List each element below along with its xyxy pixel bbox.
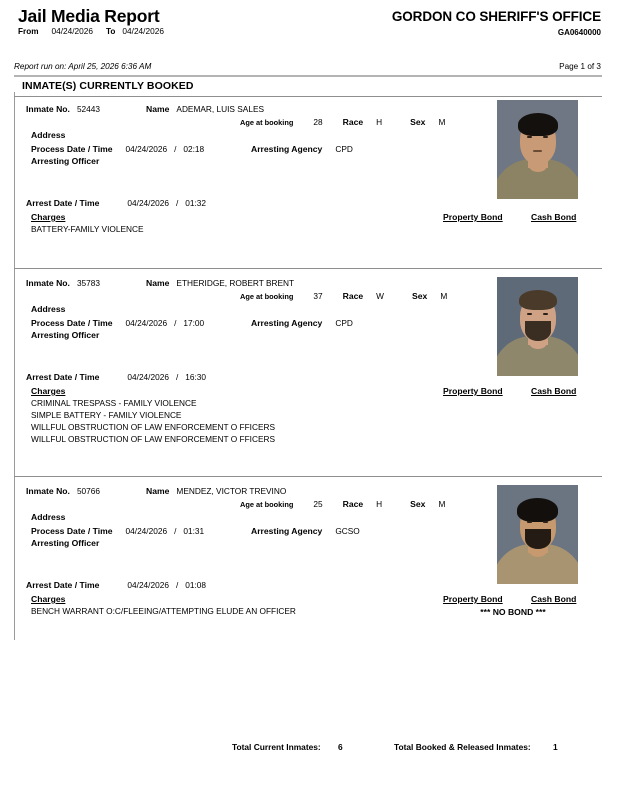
arresting-agency-field <box>251 526 360 536</box>
process-date-time-field <box>31 318 204 328</box>
date-time-separator: / <box>174 526 177 536</box>
inmate-name-label: Name <box>146 104 170 114</box>
inmate-no-field <box>26 486 100 496</box>
inmate-no-value: 52443 <box>76 104 101 114</box>
arrest-date-time-separator: / <box>175 372 179 382</box>
age-at-booking-value: 28 <box>313 117 323 127</box>
total-booked-released-label: Total Booked & Released Inmates: <box>394 742 531 752</box>
demographics-row <box>240 117 445 127</box>
section-heading: INMATE(S) CURRENTLY BOOKED <box>22 80 194 92</box>
arrest-time-value: 01:32 <box>185 198 207 208</box>
process-date-value: 04/24/2026 <box>125 526 168 536</box>
inmate-mugshot <box>497 100 578 199</box>
arrest-date-time-separator: / <box>175 580 179 590</box>
property-bond-label: Property Bond <box>443 212 503 222</box>
inmate-no-label: Inmate No. <box>26 278 70 288</box>
arrest-time-value: 01:08 <box>185 580 207 590</box>
inmate-no-label: Inmate No. <box>26 486 70 496</box>
inmate-name-field <box>146 486 286 496</box>
address-field <box>31 130 78 140</box>
cash-bond-column <box>531 594 576 604</box>
charges-label: Charges <box>31 212 66 222</box>
arresting-officer-field <box>31 330 112 340</box>
arresting-agency-label: Arresting Agency <box>251 318 323 328</box>
date-time-separator: / <box>174 318 177 328</box>
charge-item: BENCH WARRANT O:C/FLEEING/ATTEMPTING ELUDE AN OFFICER <box>31 606 296 616</box>
cash-bond-column <box>531 212 576 222</box>
property-bond-column <box>443 594 503 604</box>
inmate-name-field <box>146 104 264 114</box>
process-time-value: 01:31 <box>183 526 205 536</box>
left-frame-rule <box>14 92 15 640</box>
arresting-agency-value: CPD <box>335 318 353 328</box>
demographics-row <box>240 499 445 509</box>
arresting-agency-label: Arresting Agency <box>251 144 323 154</box>
arresting-officer-label: Arresting Officer <box>31 538 100 548</box>
address-label: Address <box>31 130 66 140</box>
age-at-booking-label: Age at booking <box>240 118 294 127</box>
record-divider <box>14 476 602 477</box>
process-time-value: 02:18 <box>183 144 205 154</box>
charge-item: WILLFUL OBSTRUCTION OF LAW ENFORCEMENT O FFICERS <box>31 434 276 444</box>
address-label: Address <box>31 512 66 522</box>
arrest-date-time-label: Arrest Date / Time <box>26 580 100 590</box>
inmate-no-field <box>26 278 100 288</box>
charge-item: CRIMINAL TRESPASS - FAMILY VIOLENCE <box>31 398 197 408</box>
charges-label: Charges <box>31 386 66 396</box>
charges-header <box>31 594 65 604</box>
arresting-agency-value: GCSO <box>335 526 360 536</box>
cash-bond-label: Cash Bond <box>531 386 577 396</box>
arresting-officer-label: Arresting Officer <box>31 330 100 340</box>
inmate-mugshot <box>497 485 578 584</box>
from-label: From <box>18 27 39 36</box>
inmate-name-label: Name <box>146 278 170 288</box>
property-bond-column <box>443 212 503 222</box>
inmate-no-value: 50766 <box>76 486 101 496</box>
report-run-on: Report run on: April 25, 2026 6:36 AM <box>14 62 152 71</box>
record-divider <box>14 268 602 269</box>
inmate-no-value: 35783 <box>76 278 101 288</box>
process-date-time-label: Process Date / Time <box>31 318 113 328</box>
inmate-name-value: MENDEZ, VICTOR TREVINO <box>176 486 287 496</box>
process-date-time-field <box>31 526 204 536</box>
sex-value: M <box>438 117 446 127</box>
inmate-name-value: ETHERIDGE, ROBERT BRENT <box>176 278 295 288</box>
property-bond-label: Property Bond <box>443 594 503 604</box>
race-label: Race <box>342 499 364 509</box>
address-label: Address <box>31 304 66 314</box>
age-at-booking-label: Age at booking <box>240 292 294 301</box>
arrest-date-time-field <box>26 198 206 208</box>
arrest-date-value: 04/24/2026 <box>127 372 169 382</box>
from-date: 04/24/2026 <box>51 26 93 36</box>
process-time-value: 17:00 <box>183 318 205 328</box>
total-booked-released-value: 1 <box>553 742 558 752</box>
address-field <box>31 304 78 314</box>
charge-item: BATTERY-FAMILY VIOLENCE <box>31 224 144 234</box>
charges-header <box>31 212 65 222</box>
arrest-date-time-label: Arrest Date / Time <box>26 372 100 382</box>
total-current-label: Total Current Inmates: <box>232 742 321 752</box>
race-value: W <box>376 291 385 301</box>
arrest-date-time-separator: / <box>175 198 179 208</box>
section-divider <box>14 96 602 97</box>
charge-item: WILLFUL OBSTRUCTION OF LAW ENFORCEMENT O FFICERS <box>31 422 276 432</box>
arrest-date-time-field <box>26 580 206 590</box>
arrest-date-time-field <box>26 372 206 382</box>
date-range <box>18 26 164 36</box>
inmate-name-label: Name <box>146 486 170 496</box>
arresting-agency-field <box>251 144 353 154</box>
arresting-officer-label: Arresting Officer <box>31 156 100 166</box>
age-at-booking-value: 25 <box>313 499 323 509</box>
inmate-name-field <box>146 278 294 288</box>
process-date-time-label: Process Date / Time <box>31 526 113 536</box>
date-time-separator: / <box>174 144 177 154</box>
bond-note: *** NO BOND *** <box>480 607 546 617</box>
arresting-officer-field <box>31 538 112 548</box>
inmate-name-value: ADEMAR, LUIS SALES <box>176 104 265 114</box>
sex-label: Sex <box>412 291 428 301</box>
sex-label: Sex <box>410 499 426 509</box>
charges-label: Charges <box>31 594 66 604</box>
race-label: Race <box>342 117 364 127</box>
race-value: H <box>376 499 383 509</box>
charges-header <box>31 386 65 396</box>
arresting-agency-value: CPD <box>335 144 353 154</box>
sex-label: Sex <box>410 117 426 127</box>
cash-bond-column <box>531 386 576 396</box>
process-date-value: 04/24/2026 <box>125 144 168 154</box>
header-divider <box>14 75 602 77</box>
arrest-date-time-label: Arrest Date / Time <box>26 198 100 208</box>
to-date: 04/24/2026 <box>122 26 164 36</box>
process-date-time-label: Process Date / Time <box>31 144 113 154</box>
race-value: H <box>376 117 383 127</box>
arrest-date-value: 04/24/2026 <box>127 580 169 590</box>
inmate-no-field <box>26 104 100 114</box>
age-at-booking-value: 37 <box>313 291 323 301</box>
inmate-mugshot <box>497 277 578 376</box>
agency-ori: GA0640000 <box>557 28 601 37</box>
charge-item: SIMPLE BATTERY - FAMILY VIOLENCE <box>31 410 182 420</box>
address-field <box>31 512 78 522</box>
inmate-no-label: Inmate No. <box>26 104 70 114</box>
arresting-agency-field <box>251 318 353 328</box>
to-label: To <box>106 27 116 36</box>
sex-value: M <box>440 291 448 301</box>
total-current-value: 6 <box>338 742 343 752</box>
arrest-date-value: 04/24/2026 <box>127 198 169 208</box>
property-bond-label: Property Bond <box>443 386 503 396</box>
sex-value: M <box>438 499 446 509</box>
process-date-time-field <box>31 144 204 154</box>
agency-name: GORDON CO SHERIFF'S OFFICE <box>391 9 601 24</box>
age-at-booking-label: Age at booking <box>240 500 294 509</box>
process-date-value: 04/24/2026 <box>125 318 168 328</box>
demographics-row <box>240 291 447 301</box>
page-title: Jail Media Report <box>18 6 160 26</box>
race-label: Race <box>342 291 364 301</box>
arrest-time-value: 16:30 <box>185 372 207 382</box>
page-number: Page 1 of 3 <box>559 62 601 71</box>
cash-bond-label: Cash Bond <box>531 594 577 604</box>
arresting-agency-label: Arresting Agency <box>251 526 323 536</box>
property-bond-column <box>443 386 503 396</box>
arresting-officer-field <box>31 156 112 166</box>
cash-bond-label: Cash Bond <box>531 212 577 222</box>
